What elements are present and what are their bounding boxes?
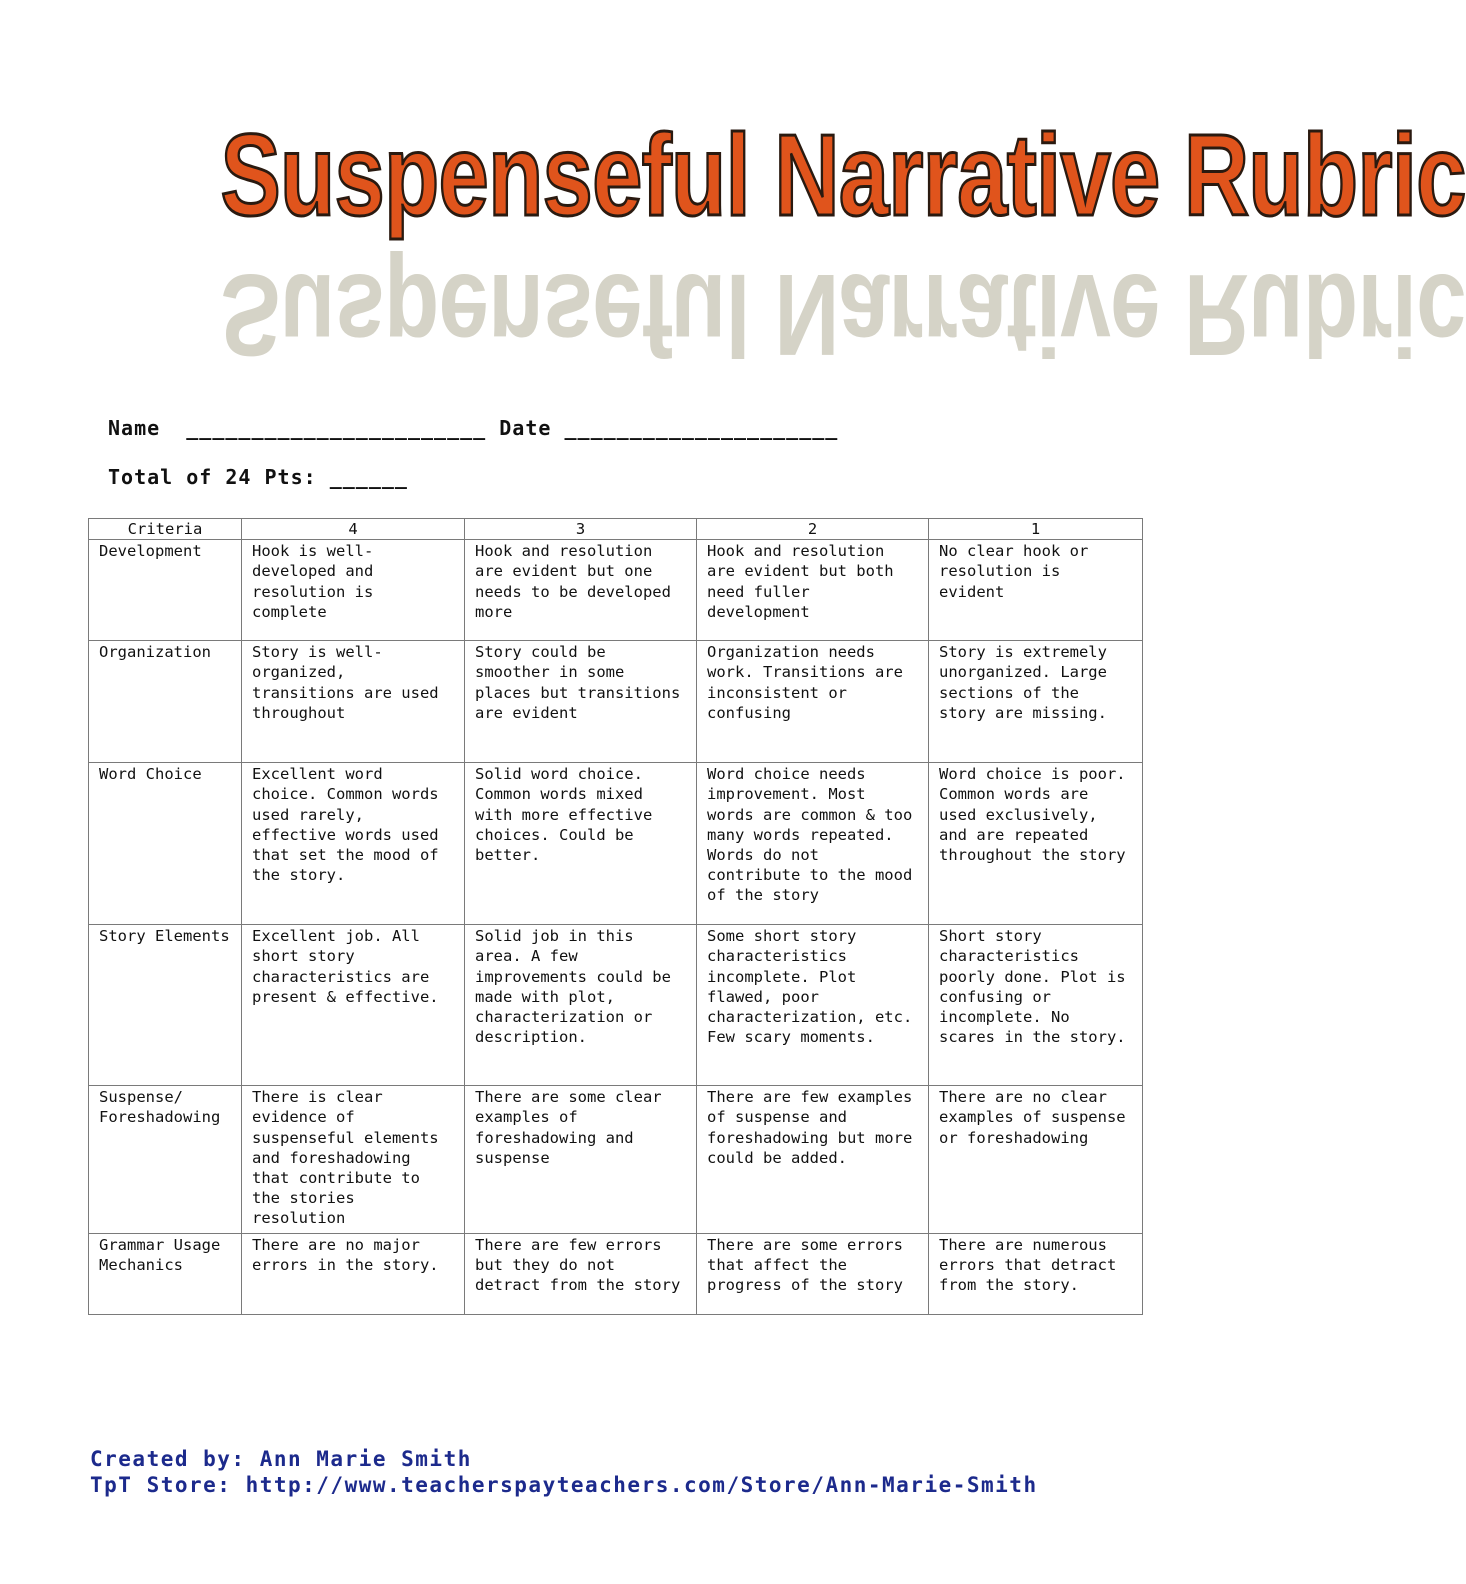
total-label: Total of 24 Pts:	[108, 465, 317, 489]
page-title: Suspenseful Narrative Rubric	[220, 110, 1466, 240]
score-4-cell: Excellent word choice. Common words used rarely, effective words used that set the mood of the story.	[242, 763, 465, 925]
score-1-cell: Word choice is poor. Common words are used exclusively, and are repeated throughout the story	[929, 763, 1143, 925]
criteria-cell: Organization	[89, 641, 242, 763]
header-score-4: 4	[242, 519, 465, 540]
header-score-1: 1	[929, 519, 1143, 540]
title-banner	[110, 105, 1466, 405]
header-row	[89, 519, 1143, 540]
name-label: Name	[108, 416, 161, 440]
rubric-table	[88, 518, 1143, 1315]
table-row	[89, 1086, 1143, 1233]
table-row	[89, 1233, 1143, 1314]
score-3-cell: Solid job in this area. A few improvements could be made with plot, characterization or description.	[465, 925, 697, 1086]
created-by-text: Created by: Ann Marie Smith	[90, 1447, 472, 1471]
score-4-cell: There is clear evidence of suspenseful elements and foreshadowing that contribute to the stories resolution	[242, 1086, 465, 1233]
header-score-3: 3	[465, 519, 697, 540]
score-2-cell: Hook and resolution are evident but both need fuller development	[697, 540, 929, 641]
score-4-cell: Story is well-organized, transitions are used throughout	[242, 641, 465, 763]
criteria-cell: Development	[89, 540, 242, 641]
header-criteria: Criteria	[89, 519, 242, 540]
score-1-cell: No clear hook or resolution is evident	[929, 540, 1143, 641]
score-3-cell: Hook and resolution are evident but one needs to be developed more	[465, 540, 697, 641]
table-row	[89, 925, 1143, 1086]
score-4-cell: Excellent job. All short story characteristics are present & effective.	[242, 925, 465, 1086]
score-3-cell: There are some clear examples of foreshadowing and suspense	[465, 1086, 697, 1233]
name-date-line	[108, 416, 838, 440]
date-blank[interactable]: _____________________	[564, 416, 839, 440]
score-2-cell: Organization needs work. Transitions are inconsistent or confusing	[697, 641, 929, 763]
score-1-cell: There are no clear examples of suspense or foreshadowing	[929, 1086, 1143, 1233]
date-label: Date	[499, 416, 552, 440]
total-points-line	[108, 465, 408, 489]
score-2-cell: Word choice needs improvement. Most words are common & too many words repeated. Words do not contribute to the mood of the story	[697, 763, 929, 925]
score-3-cell: Solid word choice. Common words mixed with more effective choices. Could be better.	[465, 763, 697, 925]
table-row	[89, 641, 1143, 763]
score-3-cell: Story could be smoother in some places but transitions are evident	[465, 641, 697, 763]
total-blank[interactable]: ______	[329, 465, 408, 489]
score-3-cell: There are few errors but they do not detract from the story	[465, 1233, 697, 1314]
criteria-cell: Suspense/ Foreshadowing	[89, 1086, 242, 1233]
header-score-2: 2	[697, 519, 929, 540]
score-1-cell: Story is extremely unorganized. Large sections of the story are missing.	[929, 641, 1143, 763]
page-title-reflection: Suspenseful Narrative Rubric	[220, 250, 1466, 380]
score-2-cell: There are some errors that affect the progress of the story	[697, 1233, 929, 1314]
store-link[interactable]: TpT Store: http://www.teacherspayteachers.com/Store/Ann-Marie-Smith	[90, 1473, 1038, 1497]
footer	[90, 1446, 1038, 1498]
table-row	[89, 763, 1143, 925]
criteria-cell: Grammar Usage Mechanics	[89, 1233, 242, 1314]
criteria-cell: Story Elements	[89, 925, 242, 1086]
name-blank[interactable]: _______________________	[186, 416, 487, 440]
score-4-cell: There are no major errors in the story.	[242, 1233, 465, 1314]
table-row	[89, 540, 1143, 641]
score-2-cell: Some short story characteristics incomplete. Plot flawed, poor characterization, etc. Few scary moments.	[697, 925, 929, 1086]
score-1-cell: Short story characteristics poorly done. Plot is confusing or incomplete. No scares in the story.	[929, 925, 1143, 1086]
criteria-cell: Word Choice	[89, 763, 242, 925]
score-1-cell: There are numerous errors that detract from the story.	[929, 1233, 1143, 1314]
score-2-cell: There are few examples of suspense and foreshadowing but more could be added.	[697, 1086, 929, 1233]
score-4-cell: Hook is well-developed and resolution is complete	[242, 540, 465, 641]
